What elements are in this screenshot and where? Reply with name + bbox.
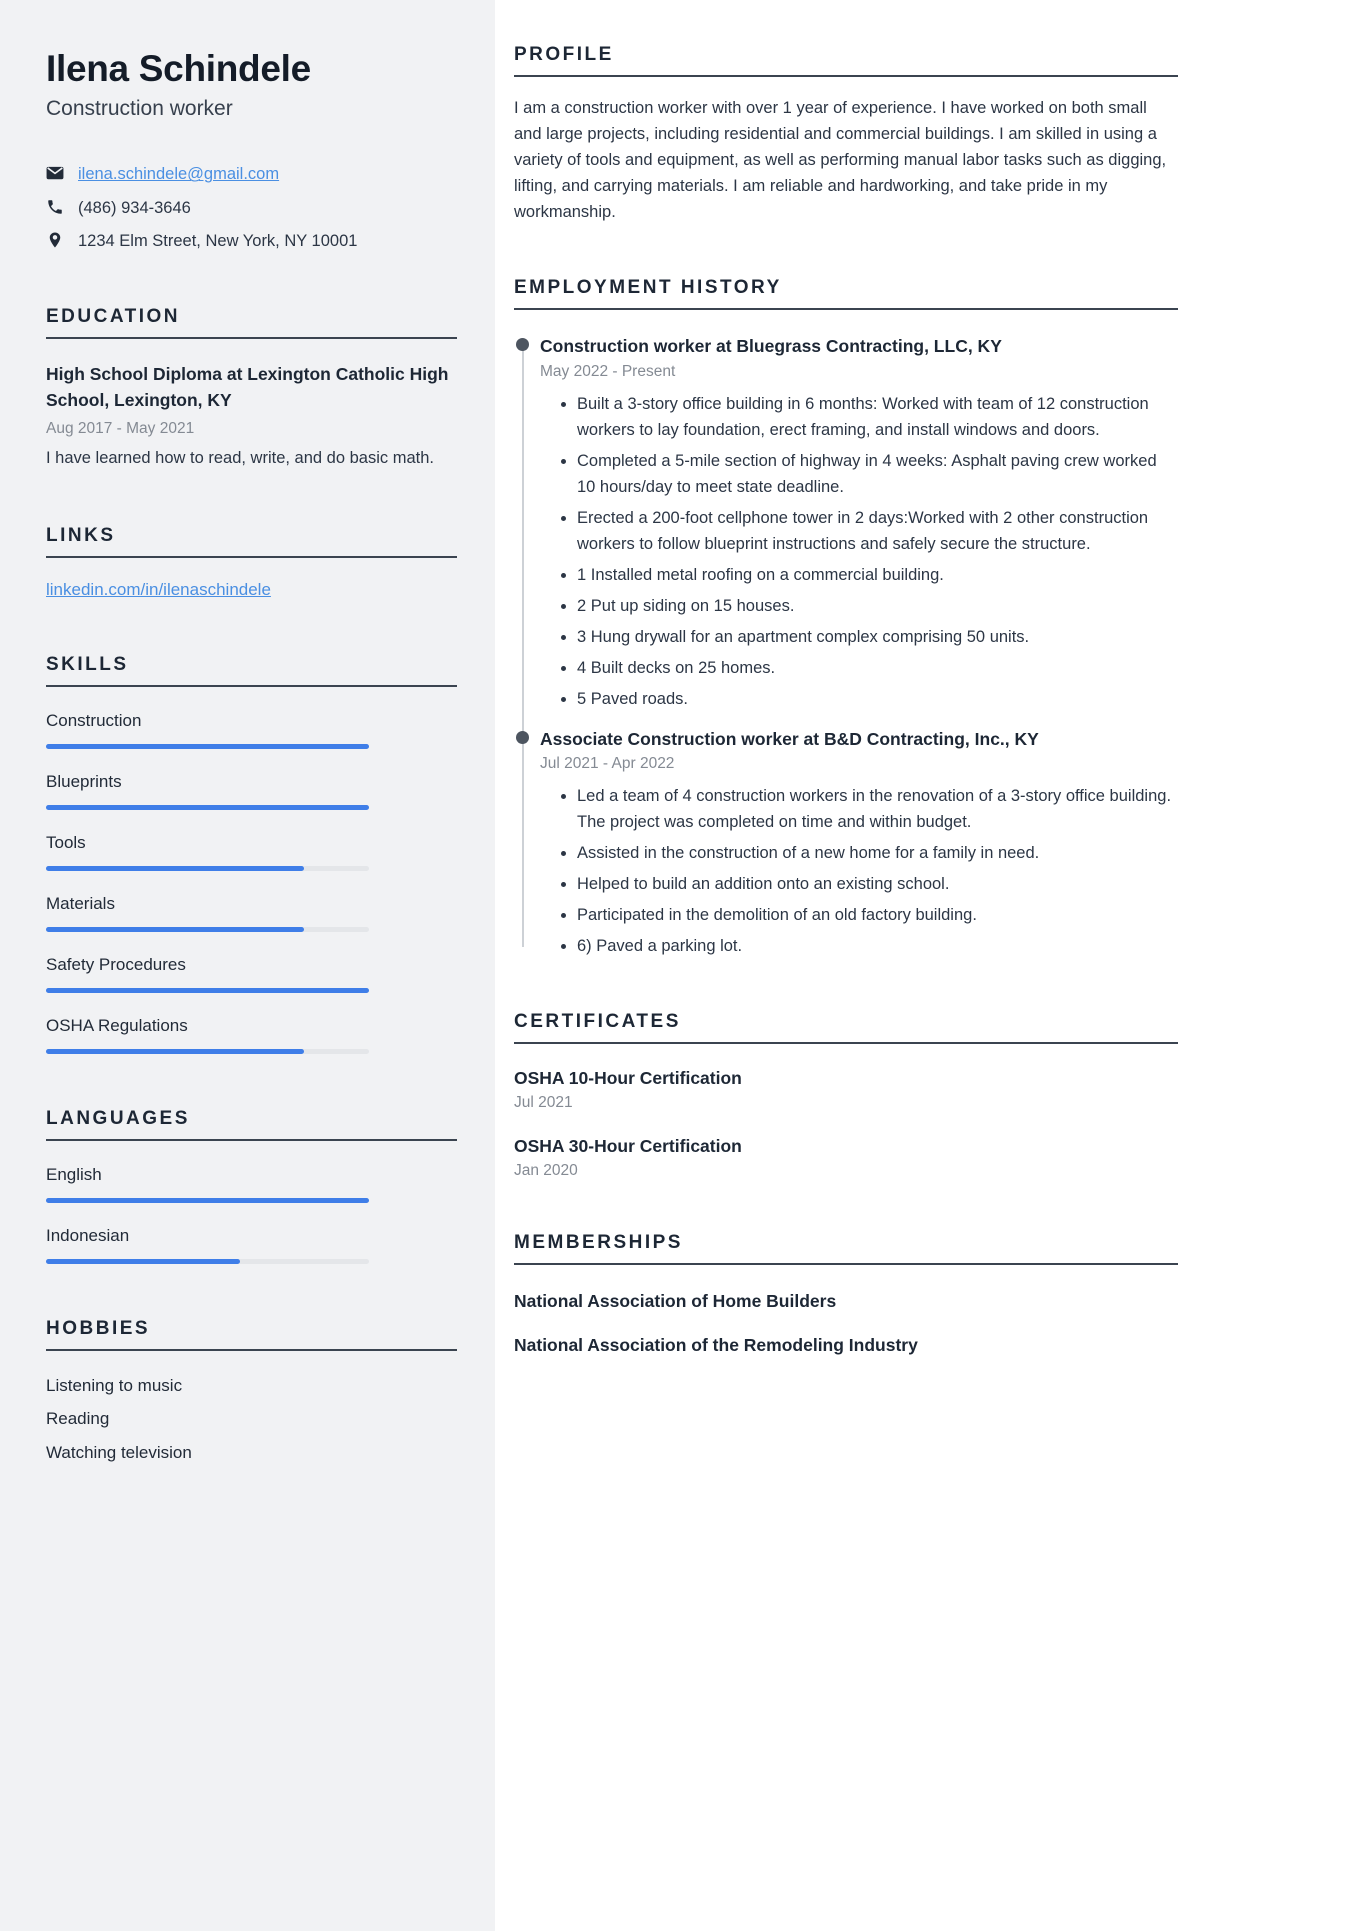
- education-section: [46, 306, 457, 471]
- education-dates: Aug 2017 - May 2021: [46, 419, 195, 437]
- skill-bar-fill: [46, 866, 304, 871]
- email-icon: [46, 164, 64, 182]
- phone-icon: [46, 198, 64, 216]
- skill-bar-track: [46, 988, 369, 993]
- skill-bar-fill: [46, 927, 304, 932]
- job-bullet: • 2 Put up siding on 15 houses.: [577, 593, 1178, 619]
- education-degree: High School Diploma at Lexington Catholic High School, Lexington, KY: [46, 364, 449, 411]
- job-bullet: • Helped to build an addition onto an existing school.: [577, 871, 1178, 897]
- languages-section: [46, 1108, 457, 1264]
- employment-heading: EMPLOYMENT HISTORY: [514, 277, 1178, 310]
- job-bullet: • Erected a 200-foot cellphone tower in 2 days:Worked with 2 other construction workers to follow blueprint instructions and safely secure the structure.: [577, 505, 1178, 557]
- skill-label: Materials: [46, 894, 115, 914]
- education-description: I have learned how to read, write, and do basic math.: [46, 448, 434, 467]
- skill-label: Blueprints: [46, 772, 122, 792]
- skill-item: [46, 955, 457, 993]
- hobby-item: Reading: [46, 1409, 110, 1429]
- job-bullet-list: [540, 783, 1178, 959]
- hobby-item: Listening to music: [46, 1376, 183, 1396]
- language-bar-track: [46, 1198, 369, 1203]
- skill-bar-track: [46, 1049, 369, 1054]
- timeline-dot: [516, 338, 529, 351]
- job-bullet: • Participated in the demolition of an old factory building.: [577, 902, 1178, 928]
- certificate-date: Jul 2021: [514, 1094, 573, 1112]
- skill-bar-fill: [46, 1049, 304, 1054]
- link-item: [46, 580, 457, 600]
- phone-number: (486) 934-3646: [78, 198, 191, 217]
- job-bullet: • 5 Paved roads.: [577, 686, 1178, 712]
- skill-label: Construction: [46, 711, 142, 731]
- skills-list: [46, 711, 457, 1054]
- skill-bar-track: [46, 927, 369, 932]
- profile-heading: PROFILE: [514, 44, 1178, 77]
- job-bullet: • Built a 3-story office building in 6 months: Worked with team of 12 construction workers to lay foundation, erect framing, and install windows and doors.: [577, 391, 1178, 443]
- linkedin-link[interactable]: linkedin.com/in/ilenaschindele: [46, 580, 271, 600]
- email-link[interactable]: ilena.schindele@gmail.com: [78, 165, 280, 184]
- language-label: Indonesian: [46, 1226, 130, 1246]
- language-label: English: [46, 1165, 102, 1185]
- sidebar: [0, 0, 495, 1931]
- job-bullet: • Assisted in the construction of a new home for a family in need.: [577, 840, 1178, 866]
- language-item: [46, 1165, 457, 1203]
- skill-label: Tools: [46, 833, 86, 853]
- skill-label: OSHA Regulations: [46, 1016, 188, 1036]
- job-title: Construction worker at Bluegrass Contracting, LLC, KY: [540, 336, 1002, 357]
- memberships-heading: MEMBERSHIPS: [514, 1232, 1178, 1265]
- job-bullet: • 1 Installed metal roofing on a commercial building.: [577, 562, 1178, 588]
- language-item: [46, 1226, 457, 1264]
- employment-section: [514, 277, 1178, 959]
- membership-item: National Association of the Remodeling Industry: [514, 1335, 918, 1356]
- skill-bar-track: [46, 744, 369, 749]
- address-text: 1234 Elm Street, New York, NY 10001: [78, 231, 358, 250]
- language-bar-track: [46, 1259, 369, 1264]
- links-heading: LINKS: [46, 525, 457, 558]
- certificate-item: [514, 1136, 1178, 1180]
- skill-item: [46, 711, 457, 749]
- skill-bar-fill: [46, 988, 369, 993]
- timeline-dot: [516, 731, 529, 744]
- person-name: Ilena Schindele: [46, 48, 311, 89]
- job-bullet: • 3 Hung drywall for an apartment complex comprising 50 units.: [577, 624, 1178, 650]
- location-icon: [46, 231, 64, 249]
- memberships-list: [514, 1291, 1178, 1356]
- job-bullet: • Led a team of 4 construction workers in the renovation of a 3-story office building. The project was completed on time and within budget.: [577, 783, 1178, 835]
- contact-address-row: [46, 230, 457, 252]
- profile-text: I am a construction worker with over 1 year of experience. I have worked on both small and large projects, including residential and commercial buildings. I am skilled in using a variety of tools and equipment, as well as performing manual labor tasks such as digging, lifting, and carrying materials. I am reliable and hardworking, and take pride in my workmanship.: [514, 99, 1167, 222]
- profile-section: [514, 44, 1178, 225]
- skills-section: [46, 654, 457, 1054]
- certificate-title: OSHA 30-Hour Certification: [514, 1136, 742, 1157]
- job-bullet: • Completed a 5-mile section of highway in 4 weeks: Asphalt paving crew worked 10 hours/day to meet state deadline.: [577, 448, 1178, 500]
- employment-timeline: [514, 334, 1178, 959]
- skill-item: [46, 772, 457, 810]
- job-bullet: • 6) Paved a parking lot.: [577, 933, 1178, 959]
- memberships-section: [514, 1232, 1178, 1356]
- skill-bar-fill: [46, 744, 369, 749]
- links-list: [46, 580, 457, 600]
- main-content: [495, 0, 1366, 1931]
- skill-bar-track: [46, 866, 369, 871]
- certificates-heading: CERTIFICATES: [514, 1011, 1178, 1044]
- certificate-date: Jan 2020: [514, 1162, 578, 1180]
- person-job-title: Construction worker: [46, 97, 233, 121]
- skill-bar-fill: [46, 805, 369, 810]
- certificate-title: OSHA 10-Hour Certification: [514, 1068, 742, 1089]
- contact-phone-row: [46, 197, 457, 219]
- job-bullet: • 4 Built decks on 25 homes.: [577, 655, 1178, 681]
- language-bar-fill: [46, 1259, 240, 1264]
- certificates-section: [514, 1011, 1178, 1180]
- skill-bar-track: [46, 805, 369, 810]
- contact-info: [46, 163, 457, 252]
- certificate-item: [514, 1068, 1178, 1112]
- skill-item: [46, 833, 457, 871]
- membership-item: National Association of Home Builders: [514, 1291, 837, 1312]
- skills-heading: SKILLS: [46, 654, 457, 687]
- contact-email-row: [46, 163, 457, 185]
- hobbies-section: [46, 1318, 457, 1468]
- skill-label: Safety Procedures: [46, 955, 186, 975]
- language-bar-fill: [46, 1198, 369, 1203]
- languages-list: [46, 1165, 457, 1264]
- job-bullet-list: [540, 391, 1178, 713]
- hobbies-list: [46, 1369, 457, 1468]
- job-entry: [514, 334, 1178, 712]
- education-heading: EDUCATION: [46, 306, 457, 339]
- skill-item: [46, 1016, 457, 1054]
- job-title: Associate Construction worker at B&D Contracting, Inc., KY: [540, 728, 1039, 749]
- links-section: [46, 525, 457, 600]
- skill-item: [46, 894, 457, 932]
- job-entry: [514, 727, 1178, 960]
- job-dates: Jul 2021 - Apr 2022: [540, 755, 675, 772]
- languages-heading: LANGUAGES: [46, 1108, 457, 1141]
- hobby-item: Watching television: [46, 1442, 192, 1462]
- job-dates: May 2022 - Present: [540, 362, 676, 380]
- hobbies-heading: HOBBIES: [46, 1318, 457, 1351]
